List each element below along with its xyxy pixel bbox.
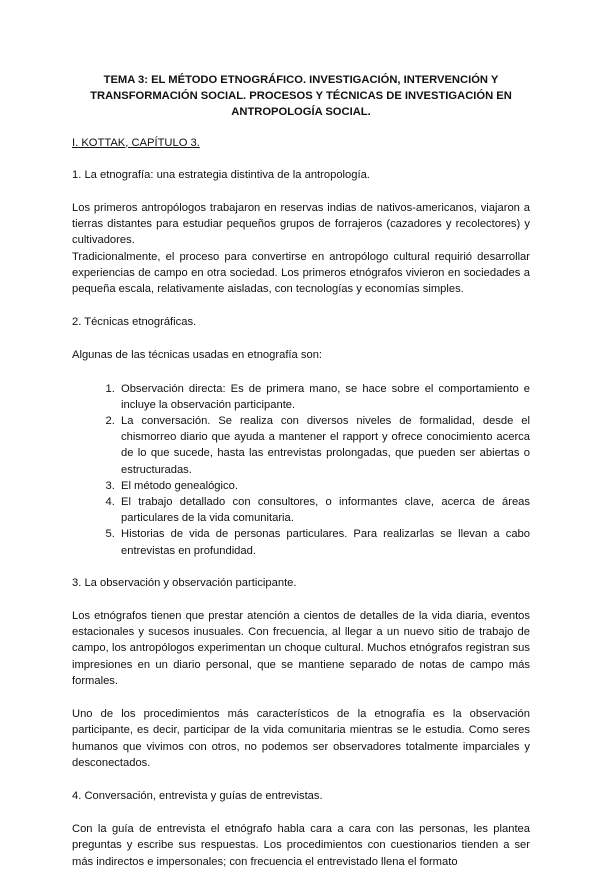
section-3-paragraph-2: Uno de los procedimientos más característicos de la etnografía es la observación participante, es decir, participar de la vida comunitaria mientras se le estudia. Como seres humanos que vivimos con otros, no podemos ser observadores totalmente imparciales y desconectados. [72, 708, 530, 769]
section-2-heading: 2. Técnicas etnográficas. [72, 316, 197, 329]
list-item: 4. El trabajo detallado con consultores, o informantes clave, acerca de áreas particulares de la vida comunitaria. [118, 494, 530, 526]
section-1-paragraph-1: Los primeros antropólogos trabajaron en reservas indias de nativos-americanos, viajaron a tierras distantes para estudiar pequeños grupos de forrajeros (cazadores y recolectores) y cultivadores. [72, 202, 530, 247]
list-item: 1. Observación directa: Es de primera mano, se hace sobre el comportamiento e incluye la observación participante. [118, 381, 530, 413]
list-item: 5. Historias de vida de personas particulares. Para realizarlas se llevan a cabo entrevistas en profundidad. [118, 526, 530, 558]
section-1-heading: 1. La etnografía: una estrategia distintiva de la antropología. [72, 168, 370, 181]
document-title [72, 72, 530, 121]
section-3-heading: 3. La observación y observación participante. [72, 576, 297, 589]
section-1-paragraph-2: Tradicionalmente, el proceso para convertirse en antropólogo cultural requirió desarrollar experiencias de campo en otra sociedad. Los primeros etnógrafos vivieron en sociedades a pequeña escala, relativamente aisladas, con tecnologías y economías simples. [72, 250, 530, 296]
list-item: 3. El método genealógico. [118, 478, 530, 494]
list-item: 2. La conversación. Se realiza con diversos niveles de formalidad, desde el chismorreo diario que ayuda a mantener el rapport y ofrece conocimiento acerca de lo que sucede, hasta las entrevistas prolongadas, que pueden ser abiertas o estructuradas. [118, 413, 530, 478]
document-page [72, 72, 530, 887]
section-4-paragraph-1: Con la guía de entrevista el etnógrafo habla cara a cara con las personas, les plantea preguntas y escribe sus respuestas. Los procedimientos con cuestionarios tienden a ser más indirectos e impersonales; con frecuencia el entrevistado llena el formato [72, 823, 530, 868]
title-line-3: ANTROPOLOGÍA SOCIAL. [231, 106, 371, 119]
title-line-2: TRANSFORMACIÓN SOCIAL. PROCESOS Y TÉCNICAS DE INVESTIGACIÓN EN [90, 90, 512, 103]
title-line-1: TEMA 3: EL MÉTODO ETNOGRÁFICO. INVESTIGACIÓN, INTERVENCIÓN Y [103, 74, 499, 86]
techniques-list [72, 381, 530, 559]
source-reference: I. KOTTAK, CAPÍTULO 3. [72, 136, 200, 149]
section-2-intro: Algunas de las técnicas usadas en etnografía son: [72, 349, 323, 362]
section-4-heading: 4. Conversación, entrevista y guías de entrevistas. [72, 789, 323, 802]
section-3-paragraph-1: Los etnógrafos tienen que prestar atención a cientos de detalles de la vida diaria, eventos estacionales y sucesos inusuales. Con frecuencia, al llegar a un nuevo sitio de trabajo de campo, los antropólogos experimentan un choque cultural. Muchos etnógrafos registran sus impresiones en un diario personal, que se mantiene separado de notas de campo más formales. [72, 610, 530, 687]
